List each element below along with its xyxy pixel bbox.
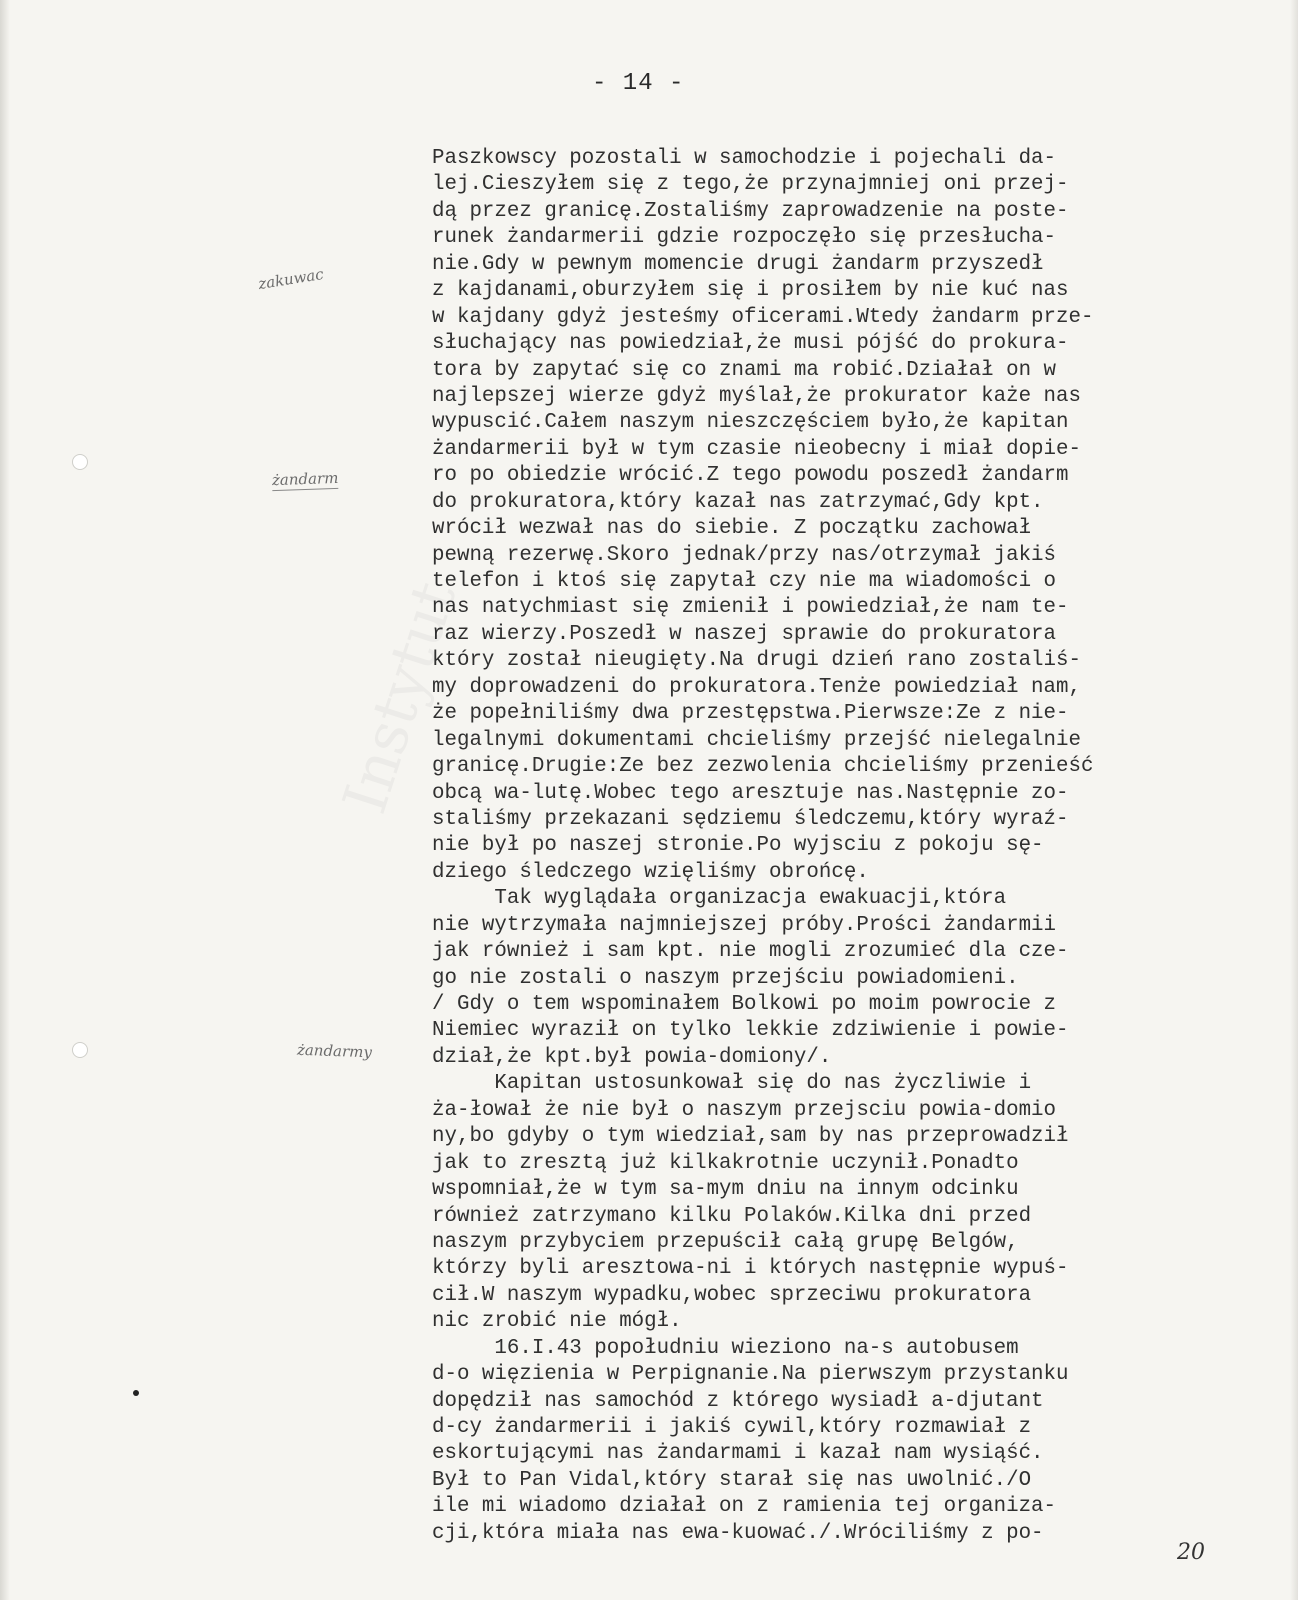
text-line: pewną rezerwę.Skoro jednak/przy nas/otrzymał jakiś [432, 543, 1057, 567]
text-line: słuchający nas powiedział,że musi pójść do prokura- [432, 332, 1069, 356]
text-line: Paszkowscy pozostali w samochodzie i pojechali da- [432, 147, 1057, 170]
text-line: nie był po naszej stronie.Po wyjsciu z pokoju sę- [432, 834, 1044, 858]
text-line: obcą wa-lutę.Wobec tego aresztuje nas.Następnie zo- [432, 781, 1069, 805]
text-line: jak również i sam kpt. nie mogli zrozumieć dla cze- [432, 940, 1069, 964]
text-line: go nie zostali o naszym przejściu powiadomieni. [432, 966, 1019, 990]
text-line: staliśmy przekazani sędziemu śledczemu,który wyraź- [432, 807, 1069, 831]
text-line: / Gdy o tem wspominałem Bolkowi po moim powrocie z [432, 993, 1057, 1016]
text-line: runek żandarmerii gdzie rozpoczęło się przesłucha- [432, 226, 1057, 250]
text-line: ro po obiedzie wrócić.Z tego powodu poszedł żandarm [432, 464, 1069, 488]
text-line: dziego śledczego wzięliśmy obrońcę. [432, 860, 869, 884]
text-line: że popełniliśmy dwa przestępstwa.Pierwsze:Ze z nie- [432, 702, 1069, 726]
typed-body-text [432, 146, 1267, 1547]
text-line: wspomniał,że w tym sa-mym dniu na innym odcinku [432, 1178, 1019, 1202]
text-line: nas natychmiast się zmienił i powiedział,że nam te- [432, 596, 1069, 620]
text-line: raz wierzy.Poszedł w naszej sprawie do prokuratora [432, 622, 1057, 646]
text-line: jak to zresztą już kilkakrotnie uczynił.Ponadto [432, 1151, 1019, 1175]
text-line: eskortującymi nas żandarmami i kazał nam wysiąść. [432, 1442, 1044, 1466]
text-line: najlepszej wierze gdyż myślał,że prokurator każe nas [432, 384, 1081, 408]
scan-edge-left [0, 0, 10, 1600]
text-line: z kajdanami,oburzyłem się i prosiłem by nie kuć nas [432, 279, 1069, 303]
margin-note-3: żandarmy [296, 1040, 373, 1062]
text-line: Był to Pan Vidal,który starał się nas uwolnić./O [432, 1468, 1032, 1492]
text-line: d-o więzienia w Perpignanie.Na pierwszym przystanku [432, 1363, 1069, 1387]
text-line: nie.Gdy w pewnym momencie drugi żandarm przyszedł [432, 252, 1044, 276]
text-line: 16.I.43 popołudniu wieziono na-s autobusem [432, 1336, 1019, 1360]
text-line: legalnymi dokumentami chcieliśmy przejść nielegalnie [432, 728, 1081, 752]
text-line: granicę.Drugie:Ze bez zezwolenia chcieliśmy przenieść [432, 755, 1094, 779]
text-line: dopędził nas samochód z którego wysiadł a-djutant [432, 1389, 1044, 1413]
text-line: nie wytrzymała najmniejszej próby.Prości żandarmii [432, 913, 1057, 937]
text-line: my doprowadzeni do prokuratora.Tenże powiedział nam, [432, 675, 1081, 699]
text-line: do prokuratora,który kazał nas zatrzymać,Gdy kpt. [432, 490, 1044, 514]
text-line: Tak wyglądała organizacja ewakuacji,która [432, 887, 1007, 911]
watermark: Instytut [330, 573, 471, 822]
text-line: ża-łował że nie był o naszym przejsciu powia-domio [432, 1098, 1057, 1122]
margin-note-1: zakuwac [256, 264, 325, 294]
text-line: którzy byli aresztowa-ni i których następnie wypuś- [432, 1257, 1069, 1281]
text-line: lej.Cieszyłem się z tego,że przynajmniej oni przej- [432, 173, 1069, 197]
text-line: ny,bo gdyby o tym wiedział,sam by nas przeprowadził [432, 1125, 1069, 1149]
folio-number: 20 [1177, 1540, 1205, 1565]
margin-note-2: żandarm [271, 468, 339, 490]
text-line: cił.W naszym wypadku,wobec sprzeciwu prokuratora [432, 1283, 1032, 1307]
text-line: wrócił wezwał nas do siebie. Z początku zachował [432, 517, 1032, 541]
text-line: cji,która miała nas ewa-kuować./.Wróciliśmy z po- [432, 1521, 1044, 1545]
text-line: tora by zapytać się co znami ma robić.Działał on w [432, 358, 1057, 382]
text-line: w kajdany gdyż jesteśmy oficerami.Wtedy żandarm prze- [432, 305, 1094, 329]
scan-edge-right [1290, 0, 1298, 1600]
text-line: ile mi wiadomo działał on z ramienia tej organiza- [432, 1495, 1057, 1519]
text-line: Niemiec wyraził on tylko lekkie zdziwienie i powie- [432, 1019, 1069, 1043]
text-line: nic zrobić nie mógł. [432, 1310, 682, 1334]
text-line: dą przez granicę.Zostaliśmy zaprowadzenie na poste- [432, 199, 1069, 223]
text-line: który został nieugięty.Na drugi dzień rano zostaliś- [432, 649, 1081, 673]
text-line: d-cy żandarmerii i jakiś cywil,który rozmawiał z [432, 1416, 1032, 1439]
text-line: żandarmerii był w tym czasie nieobecny i miał dopie- [432, 437, 1081, 461]
text-line: również zatrzymano kilku Polaków.Kilka dni przed [432, 1204, 1032, 1228]
text-line: naszym przybyciem przepuścił całą grupę Belgów, [432, 1230, 1019, 1254]
ink-dot [133, 1390, 139, 1396]
punch-hole [72, 1042, 88, 1058]
text-line: wypuscić.Całem naszym nieszczęściem było,że kapitan [432, 411, 1069, 435]
text-line: dział,że kpt.był powia-domiony/. [432, 1045, 832, 1069]
punch-hole [72, 454, 88, 470]
page-number: - 14 - [592, 70, 685, 97]
text-line: telefon i ktoś się zapytał czy nie ma wiadomości o [432, 570, 1057, 593]
text-line: Kapitan ustosunkował się do nas życzliwie i [432, 1072, 1032, 1096]
